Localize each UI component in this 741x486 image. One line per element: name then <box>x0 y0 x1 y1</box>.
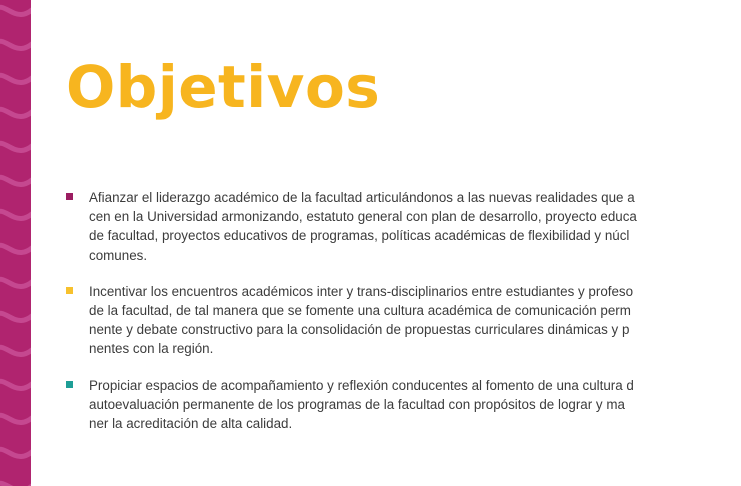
square-bullet-icon <box>66 287 73 294</box>
objective-item-1 <box>66 188 741 265</box>
objective-text-line: Incentivar los encuentros académicos inter y trans-disciplinarios entre estudiantes y profeso <box>89 283 634 299</box>
square-bullet-icon <box>66 193 73 200</box>
objective-text-line: de la facultad, de tal manera que se fomente una cultura académica de comunicación perm <box>89 303 631 319</box>
objective-text-line: Propiciar espacios de acompañamiento y reflexión conducentes al fomento de una cultura d <box>89 377 634 393</box>
objective-text-line: autoevaluación permanente de los programas de la facultad con propósitos de lograr y ma <box>89 396 625 412</box>
objective-text-line: de facultad, proyectos educativos de programas, políticas académicas de flexibilidad y núcl <box>89 228 630 244</box>
wave-pattern-icon <box>0 0 31 486</box>
square-bullet-icon <box>66 381 73 388</box>
objective-text-line: cen en la Universidad armonizando, estatuto general con plan de desarrollo, proyecto educa <box>89 209 637 225</box>
objective-text-line: ner la acreditación de alta calidad. <box>89 416 293 432</box>
objectives-list <box>66 188 741 433</box>
objective-text-line: nente y debate constructivo para la consolidación de propuestas curriculares dinámicas y p <box>89 322 630 338</box>
objective-text-line: nentes con la región. <box>89 341 214 357</box>
objective-text-line: comunes. <box>89 247 148 263</box>
objective-item-3 <box>66 376 741 434</box>
decorative-side-band <box>0 0 31 486</box>
slide-title: Objetivos <box>66 53 381 121</box>
objective-text-line: Afianzar el liderazgo académico de la facultad articulándonos a las nuevas realidades que a <box>89 190 635 205</box>
objective-item-2 <box>66 282 741 359</box>
